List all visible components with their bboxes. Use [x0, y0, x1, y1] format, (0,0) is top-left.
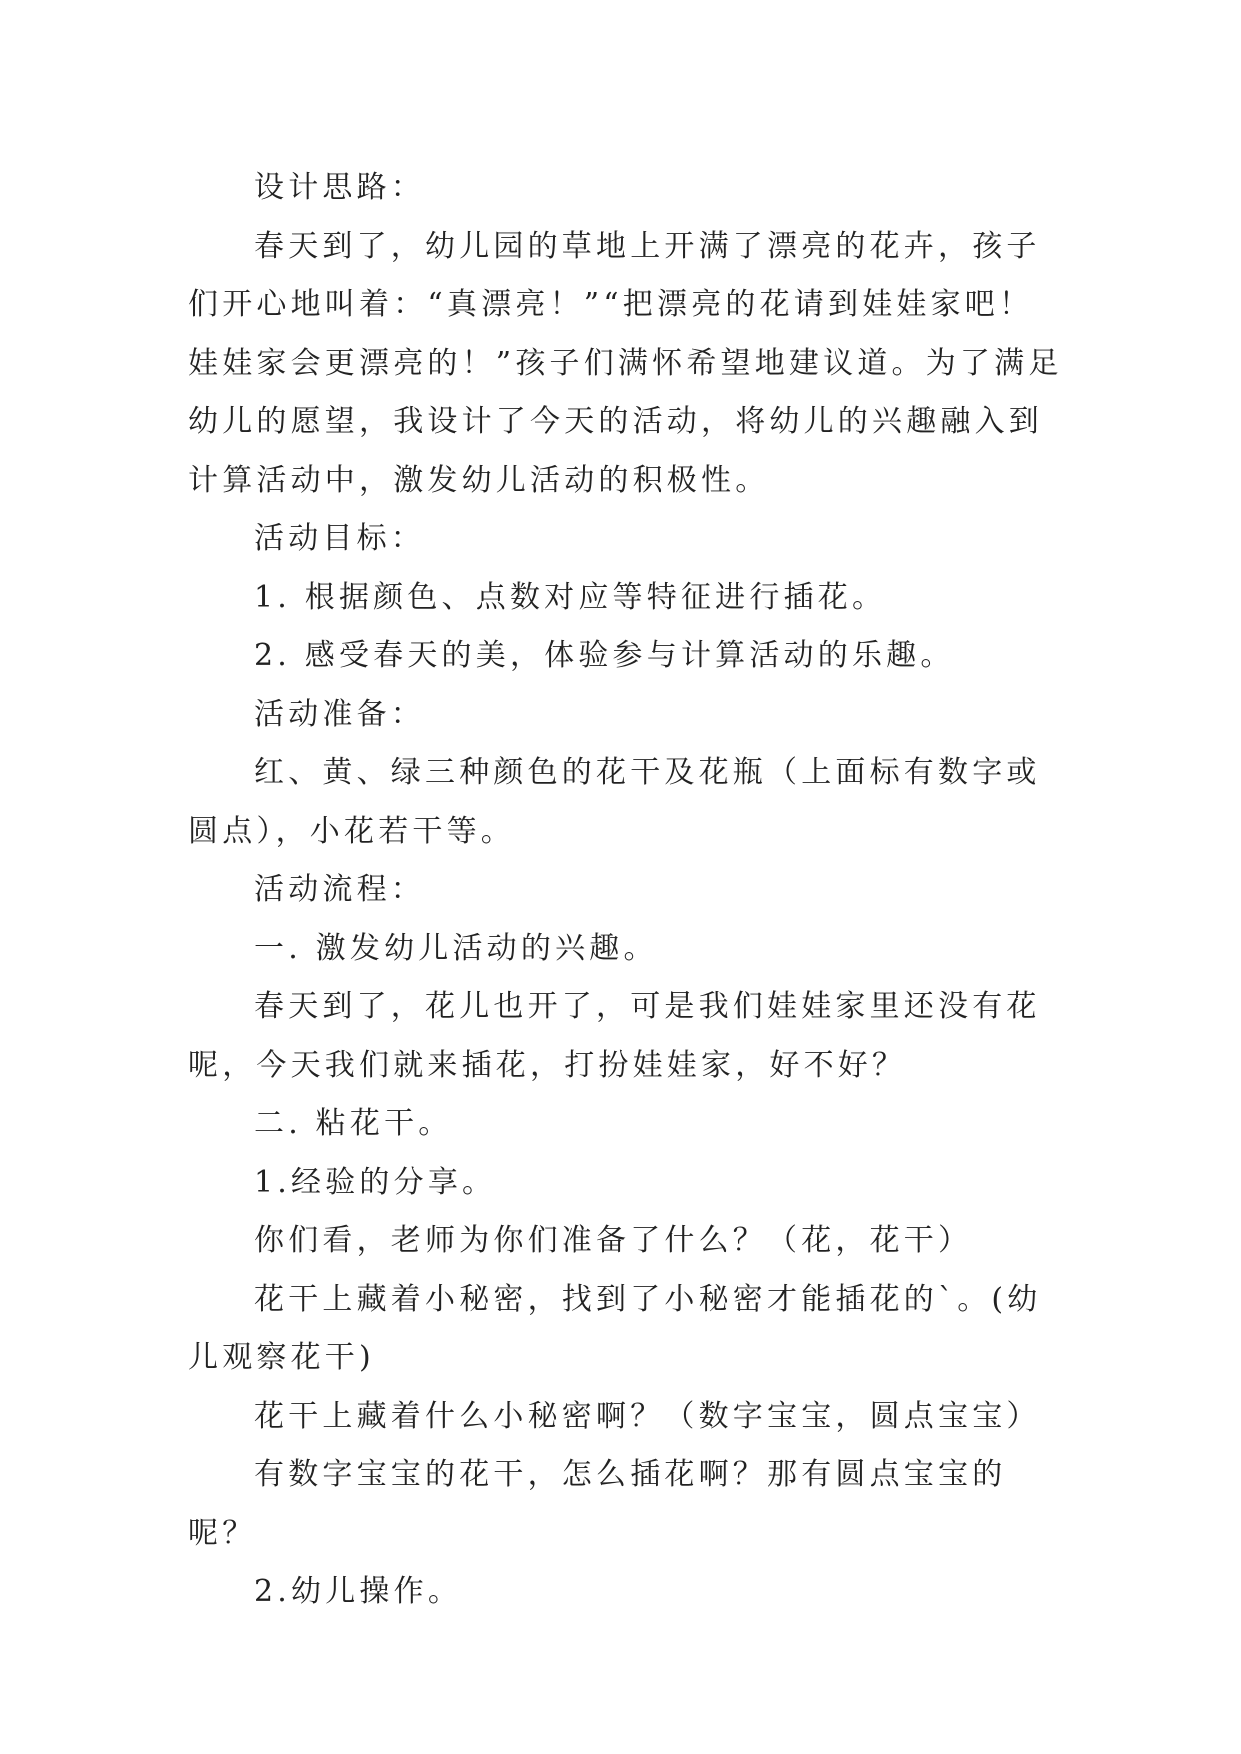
- process-step-2: 二. 粘花干。: [254, 1106, 453, 1141]
- goal-item-1: 1. 根据颜色、点数对应等特征进行插花。: [254, 579, 887, 615]
- paragraph-question-3: 有数字宝宝的花干，怎么插花啊？那有圆点宝宝的呢？: [188, 1457, 1007, 1551]
- paragraph-question-2: 花干上藏着什么小秘密啊？（数字宝宝，圆点宝宝）: [254, 1398, 1041, 1434]
- paragraph-preparation: 红、黄、绿三种颜色的花干及花瓶（上面标有数字或圆点），小花若干等。: [188, 755, 1041, 849]
- substep-2-1: 1.经验的分享。: [254, 1164, 497, 1200]
- goal-item-2: 2. 感受春天的美，体验参与计算活动的乐趣。: [254, 638, 955, 673]
- paragraph-question-1: 你们看，老师为你们准备了什么？（花，花干）: [254, 1223, 973, 1258]
- paragraph-step-1: 春天到了，花儿也开了，可是我们娃娃家里还没有花呢，今天我们就来插花，打扮娃娃家，好不好？: [188, 989, 1041, 1083]
- substep-2-2: 2.幼儿操作。: [254, 1574, 463, 1609]
- paragraph-observe: 花干上藏着小秘密，找到了小秘密才能插花的`。(幼儿观察花干): [188, 1281, 1042, 1375]
- heading-design-idea: 设计思路：: [254, 170, 425, 205]
- heading-activity-process: 活动流程：: [254, 872, 425, 907]
- document-body: [188, 159, 1064, 1622]
- heading-activity-goals: 活动目标：: [254, 521, 425, 556]
- heading-activity-preparation: 活动准备：: [254, 696, 425, 732]
- paragraph-design-idea: 春天到了，幼儿园的草地上开满了漂亮的花卉，孩子们开心地叫着：“真漂亮！”“把漂亮的花请到娃娃家吧！娃娃家会更漂亮的！”孩子们满怀希望地建议道。为了满足幼儿的愿望，我设计了今天的活动，将幼儿的兴趣融入到计算活动中，激发幼儿活动的积极性。: [188, 228, 1063, 498]
- process-step-1: 一. 激发幼儿活动的兴趣。: [254, 930, 658, 966]
